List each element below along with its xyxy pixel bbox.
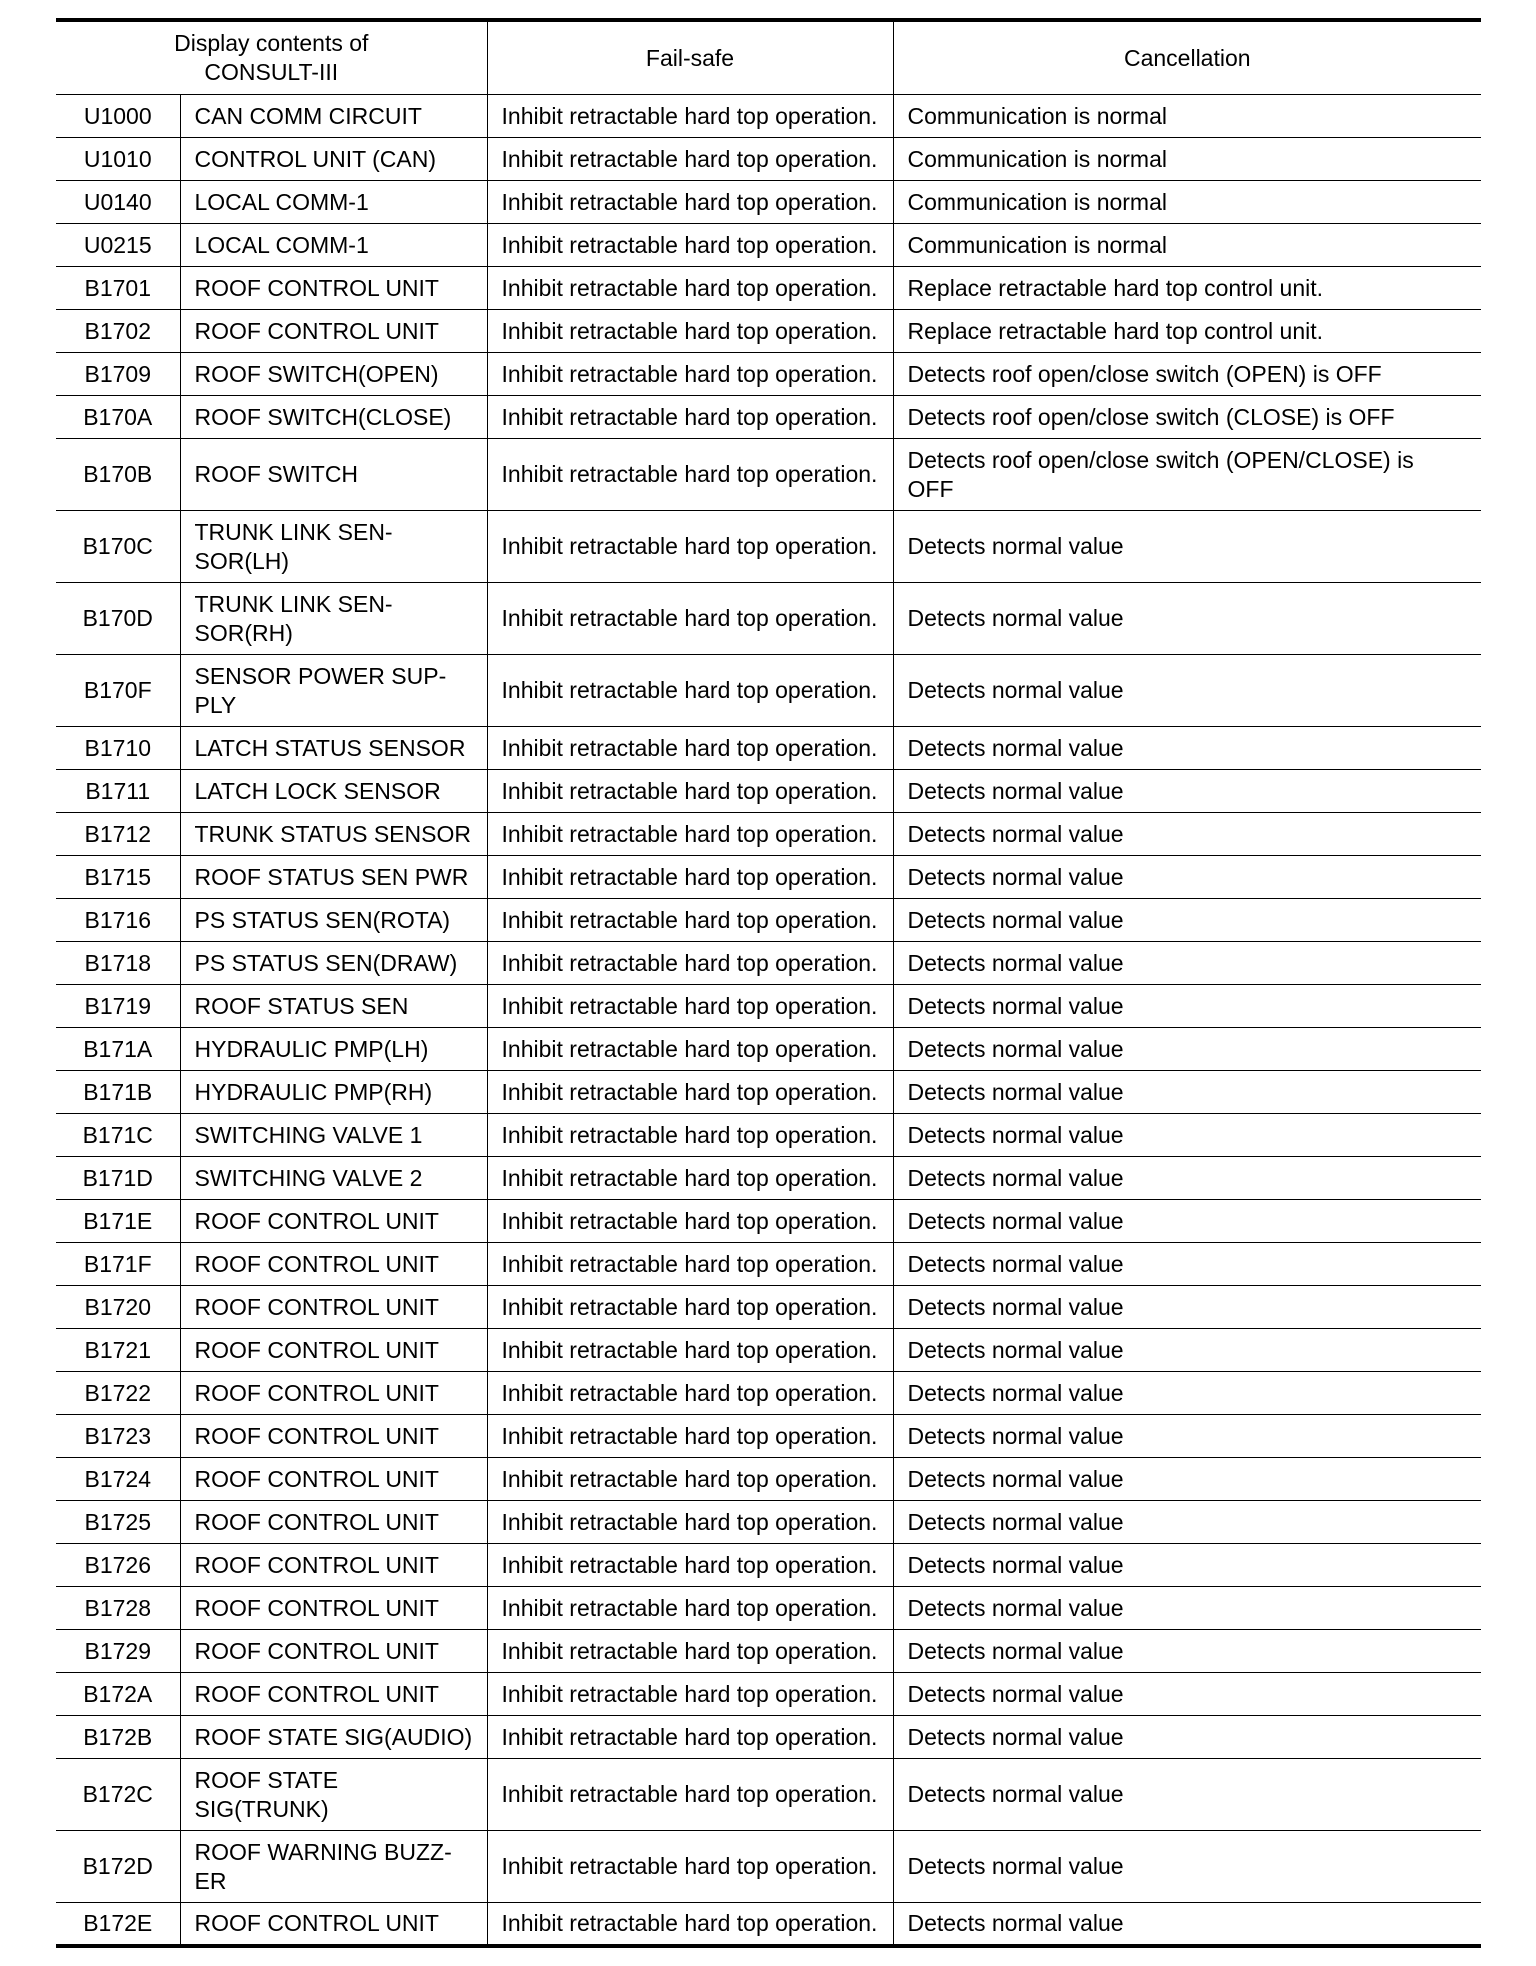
dtc-code: B1721: [56, 1329, 180, 1372]
display-name-line: ROOF WARNING BUZZ-: [194, 1838, 452, 1865]
failsafe-table: [56, 18, 1481, 1948]
cancellation-line: Detects normal value: [907, 949, 1124, 976]
display-name: [180, 985, 487, 1028]
failsafe-action: Inhibit retractable hard top operation.: [487, 1415, 893, 1458]
display-name: [180, 1200, 487, 1243]
table-row: [56, 138, 1481, 181]
display-name-line: ROOF CONTROL UNIT: [194, 1909, 439, 1936]
display-name-line: HYDRAULIC PMP(LH): [194, 1035, 429, 1062]
dtc-code: B1726: [56, 1544, 180, 1587]
table-row: [56, 1544, 1481, 1587]
failsafe-action: Inhibit retractable hard top operation.: [487, 1716, 893, 1759]
cancellation-line: Detects normal value: [907, 1293, 1124, 1320]
cancellation-condition: [893, 813, 1481, 856]
cancellation-condition: [893, 1157, 1481, 1200]
table-row: [56, 511, 1481, 583]
dtc-code: B1702: [56, 310, 180, 353]
table-body: [56, 95, 1481, 1946]
failsafe-action: Inhibit retractable hard top operation.: [487, 1759, 893, 1831]
header-display-contents: [56, 20, 487, 95]
dtc-code: B1711: [56, 770, 180, 813]
display-name: [180, 1501, 487, 1544]
table-row: [56, 310, 1481, 353]
display-name-line: HYDRAULIC PMP(RH): [194, 1078, 433, 1105]
cancellation-condition: [893, 899, 1481, 942]
display-name: [180, 1415, 487, 1458]
cancellation-condition: [893, 583, 1481, 655]
dtc-code: B1716: [56, 899, 180, 942]
table-row: [56, 813, 1481, 856]
table-row: [56, 1458, 1481, 1501]
dtc-code: B1728: [56, 1587, 180, 1630]
display-name: [180, 655, 487, 727]
dtc-code: B170F: [56, 655, 180, 727]
display-name-line: ROOF CONTROL UNIT: [194, 317, 439, 344]
display-name: [180, 1071, 487, 1114]
display-name-line: ROOF CONTROL UNIT: [194, 274, 439, 301]
failsafe-action: Inhibit retractable hard top operation.: [487, 1630, 893, 1673]
cancellation-condition: [893, 1028, 1481, 1071]
header-row: [56, 20, 1481, 95]
table-row: [56, 1114, 1481, 1157]
cancellation-condition: [893, 1831, 1481, 1903]
table-row: [56, 1372, 1481, 1415]
failsafe-action: Inhibit retractable hard top operation.: [487, 439, 893, 511]
cancellation-condition: [893, 181, 1481, 224]
dtc-code: B170A: [56, 396, 180, 439]
cancellation-line: OFF: [907, 475, 954, 502]
failsafe-action: Inhibit retractable hard top operation.: [487, 942, 893, 985]
cancellation-condition: [893, 1200, 1481, 1243]
failsafe-action: Inhibit retractable hard top operation.: [487, 899, 893, 942]
display-name-line: SIG(TRUNK): [194, 1795, 329, 1822]
dtc-code: B171F: [56, 1243, 180, 1286]
display-name: [180, 1673, 487, 1716]
failsafe-action: Inhibit retractable hard top operation.: [487, 1286, 893, 1329]
display-name-line: LOCAL COMM-1: [194, 188, 369, 215]
cancellation-line: Detects normal value: [907, 1121, 1124, 1148]
failsafe-action: Inhibit retractable hard top operation.: [487, 1501, 893, 1544]
dtc-code: B172A: [56, 1673, 180, 1716]
table-row: [56, 655, 1481, 727]
dtc-code: B1718: [56, 942, 180, 985]
cancellation-condition: [893, 1759, 1481, 1831]
display-name: [180, 439, 487, 511]
cancellation-condition: [893, 353, 1481, 396]
dtc-code: B171E: [56, 1200, 180, 1243]
cancellation-line: Communication is normal: [907, 231, 1167, 258]
cancellation-condition: [893, 1544, 1481, 1587]
cancellation-condition: [893, 224, 1481, 267]
display-name-line: PS STATUS SEN(DRAW): [194, 949, 458, 976]
table-row: [56, 1157, 1481, 1200]
display-name: [180, 1243, 487, 1286]
table-row: [56, 1716, 1481, 1759]
display-name: [180, 1831, 487, 1903]
failsafe-action: Inhibit retractable hard top operation.: [487, 1200, 893, 1243]
display-name-line: SWITCHING VALVE 2: [194, 1164, 423, 1191]
display-name: [180, 813, 487, 856]
failsafe-action: Inhibit retractable hard top operation.: [487, 583, 893, 655]
failsafe-action: Inhibit retractable hard top operation.: [487, 1114, 893, 1157]
display-name-line: ROOF CONTROL UNIT: [194, 1250, 439, 1277]
failsafe-action: Inhibit retractable hard top operation.: [487, 511, 893, 583]
cancellation-line: Detects normal value: [907, 906, 1124, 933]
dtc-code: B1720: [56, 1286, 180, 1329]
table-row: [56, 95, 1481, 138]
display-name-line: ROOF SWITCH(CLOSE): [194, 403, 452, 430]
failsafe-action: Inhibit retractable hard top operation.: [487, 856, 893, 899]
cancellation-condition: [893, 727, 1481, 770]
display-name-line: CAN COMM CIRCUIT: [194, 102, 422, 129]
failsafe-action: Inhibit retractable hard top operation.: [487, 1544, 893, 1587]
cancellation-condition: [893, 1329, 1481, 1372]
display-name-line: SOR(LH): [194, 547, 290, 574]
cancellation-line: Detects roof open/close switch (OPEN/CLOSE) is: [907, 446, 1414, 473]
failsafe-action: Inhibit retractable hard top operation.: [487, 655, 893, 727]
display-name-line: ROOF STATE: [194, 1766, 339, 1793]
dtc-code: B172C: [56, 1759, 180, 1831]
display-name-line: SOR(RH): [194, 619, 293, 646]
display-name: [180, 1372, 487, 1415]
cancellation-condition: [893, 770, 1481, 813]
display-name-line: ROOF CONTROL UNIT: [194, 1551, 439, 1578]
cancellation-line: Detects normal value: [907, 777, 1124, 804]
cancellation-line: Communication is normal: [907, 102, 1167, 129]
failsafe-action: Inhibit retractable hard top operation.: [487, 1071, 893, 1114]
dtc-code: B1724: [56, 1458, 180, 1501]
cancellation-line: Detects normal value: [907, 863, 1124, 890]
table-row: [56, 727, 1481, 770]
failsafe-action: Inhibit retractable hard top operation.: [487, 181, 893, 224]
cancellation-condition: [893, 1501, 1481, 1544]
cancellation-line: Detects normal value: [907, 992, 1124, 1019]
dtc-code: B170D: [56, 583, 180, 655]
table-row: [56, 1286, 1481, 1329]
cancellation-line: Detects normal value: [907, 1781, 1124, 1807]
failsafe-action: Inhibit retractable hard top operation.: [487, 1458, 893, 1501]
table-row: [56, 1903, 1481, 1946]
cancellation-condition: [893, 1372, 1481, 1415]
dtc-code: B1719: [56, 985, 180, 1028]
display-name: [180, 511, 487, 583]
cancellation-line: Replace retractable hard top control unit.: [907, 274, 1324, 301]
display-name-line: ROOF CONTROL UNIT: [194, 1594, 439, 1621]
cancellation-line: Detects normal value: [907, 1508, 1124, 1535]
table-row: [56, 1831, 1481, 1903]
cancellation-line: Detects normal value: [907, 1680, 1124, 1707]
display-name-line: ROOF CONTROL UNIT: [194, 1207, 439, 1234]
dtc-code: U0140: [56, 181, 180, 224]
display-name-line: ROOF CONTROL UNIT: [194, 1637, 439, 1664]
display-name: [180, 583, 487, 655]
cancellation-condition: [893, 1114, 1481, 1157]
display-name: [180, 1630, 487, 1673]
display-name-line: ROOF SWITCH: [194, 461, 359, 487]
dtc-code: B171D: [56, 1157, 180, 1200]
display-name: [180, 1716, 487, 1759]
table-row: [56, 224, 1481, 267]
cancellation-line: Detects normal value: [907, 1853, 1124, 1879]
table-row: [56, 1200, 1481, 1243]
cancellation-line: Communication is normal: [907, 145, 1167, 172]
header-cancellation: Cancellation: [893, 20, 1481, 95]
table-row: [56, 1630, 1481, 1673]
display-name: [180, 856, 487, 899]
cancellation-line: Detects normal value: [907, 820, 1124, 847]
dtc-code: B171B: [56, 1071, 180, 1114]
table-row: [56, 583, 1481, 655]
cancellation-line: Detects normal value: [907, 1637, 1124, 1664]
failsafe-action: Inhibit retractable hard top operation.: [487, 1673, 893, 1716]
failsafe-action: Inhibit retractable hard top operation.: [487, 813, 893, 856]
display-name: [180, 353, 487, 396]
cancellation-condition: [893, 856, 1481, 899]
cancellation-condition: [893, 267, 1481, 310]
failsafe-action: Inhibit retractable hard top operation.: [487, 1157, 893, 1200]
display-name-line: ROOF STATUS SEN PWR: [194, 863, 469, 890]
display-name: [180, 1759, 487, 1831]
dtc-code: B1712: [56, 813, 180, 856]
display-name: [180, 942, 487, 985]
display-name-line: TRUNK LINK SEN-: [194, 518, 393, 545]
display-name: [180, 1903, 487, 1946]
table-row: [56, 353, 1481, 396]
failsafe-action: Inhibit retractable hard top operation.: [487, 138, 893, 181]
display-name-line: ROOF STATUS SEN: [194, 992, 409, 1019]
display-name-line: LATCH LOCK SENSOR: [194, 777, 441, 804]
cancellation-condition: [893, 1458, 1481, 1501]
display-name: [180, 770, 487, 813]
failsafe-action: Inhibit retractable hard top operation.: [487, 95, 893, 138]
display-name: [180, 1028, 487, 1071]
failsafe-action: Inhibit retractable hard top operation.: [487, 1903, 893, 1946]
cancellation-line: Detects normal value: [907, 734, 1124, 761]
display-name: [180, 95, 487, 138]
failsafe-action: Inhibit retractable hard top operation.: [487, 1587, 893, 1630]
table-row: [56, 1501, 1481, 1544]
dtc-code: B1715: [56, 856, 180, 899]
failsafe-action: Inhibit retractable hard top operation.: [487, 224, 893, 267]
cancellation-line: Detects normal value: [907, 1250, 1124, 1277]
table-row: [56, 942, 1481, 985]
cancellation-condition: [893, 439, 1481, 511]
cancellation-line: Detects normal value: [907, 1909, 1124, 1936]
dtc-code: B172B: [56, 1716, 180, 1759]
display-name-line: TRUNK STATUS SENSOR: [194, 820, 471, 847]
table-row: [56, 439, 1481, 511]
cancellation-line: Detects normal value: [907, 605, 1124, 631]
cancellation-condition: [893, 985, 1481, 1028]
cancellation-condition: [893, 1716, 1481, 1759]
cancellation-line: Detects normal value: [907, 533, 1124, 559]
display-name-line: ROOF SWITCH(OPEN): [194, 360, 439, 387]
display-name-line: PS STATUS SEN(ROTA): [194, 906, 451, 933]
dtc-code: U0215: [56, 224, 180, 267]
display-name-line: ROOF CONTROL UNIT: [194, 1680, 439, 1707]
cancellation-line: Detects normal value: [907, 1035, 1124, 1062]
dtc-code: B1709: [56, 353, 180, 396]
cancellation-line: Detects normal value: [907, 1078, 1124, 1105]
dtc-code: B1701: [56, 267, 180, 310]
display-name-line: ROOF CONTROL UNIT: [194, 1336, 439, 1363]
cancellation-line: Detects roof open/close switch (OPEN) is OFF: [907, 360, 1382, 387]
display-name-line: ROOF CONTROL UNIT: [194, 1293, 439, 1320]
display-name: [180, 1286, 487, 1329]
cancellation-line: Detects normal value: [907, 1164, 1124, 1191]
display-name-line: ROOF CONTROL UNIT: [194, 1508, 439, 1535]
dtc-code: U1000: [56, 95, 180, 138]
cancellation-condition: [893, 396, 1481, 439]
cancellation-condition: [893, 1071, 1481, 1114]
table-row: [56, 1329, 1481, 1372]
display-name-line: SWITCHING VALVE 1: [194, 1121, 423, 1148]
display-name: [180, 396, 487, 439]
cancellation-line: Detects normal value: [907, 1379, 1124, 1406]
dtc-code: B170B: [56, 439, 180, 511]
failsafe-action: Inhibit retractable hard top operation.: [487, 1243, 893, 1286]
table-row: [56, 899, 1481, 942]
dtc-code: B1729: [56, 1630, 180, 1673]
display-name: [180, 1458, 487, 1501]
cancellation-condition: [893, 1243, 1481, 1286]
table-row: [56, 1587, 1481, 1630]
table-header: [56, 20, 1481, 95]
cancellation-line: Detects normal value: [907, 1207, 1124, 1234]
table-row: [56, 396, 1481, 439]
cancellation-condition: [893, 138, 1481, 181]
dtc-code: B1725: [56, 1501, 180, 1544]
table-row: [56, 1243, 1481, 1286]
display-name-line: LOCAL COMM-1: [194, 231, 369, 258]
display-name-line: ER: [194, 1867, 227, 1894]
cancellation-condition: [893, 1673, 1481, 1716]
display-name: [180, 727, 487, 770]
dtc-code: B170C: [56, 511, 180, 583]
cancellation-condition: [893, 1415, 1481, 1458]
cancellation-line: Communication is normal: [907, 188, 1167, 215]
display-name: [180, 1114, 487, 1157]
dtc-code: B172D: [56, 1831, 180, 1903]
display-name: [180, 1157, 487, 1200]
cancellation-line: Detects normal value: [907, 1465, 1124, 1492]
cancellation-condition: [893, 1286, 1481, 1329]
display-name-line: ROOF STATE SIG(AUDIO): [194, 1723, 473, 1750]
cancellation-line: Detects normal value: [907, 1422, 1124, 1449]
header-display-line2: CONSULT-III: [204, 59, 339, 85]
dtc-code: B172E: [56, 1903, 180, 1946]
display-name: [180, 1329, 487, 1372]
table-row: [56, 1673, 1481, 1716]
failsafe-action: Inhibit retractable hard top operation.: [487, 353, 893, 396]
dtc-code: U1010: [56, 138, 180, 181]
dtc-code: B1722: [56, 1372, 180, 1415]
display-name-line: LATCH STATUS SENSOR: [194, 734, 466, 761]
table-row: [56, 985, 1481, 1028]
table-row: [56, 856, 1481, 899]
cancellation-condition: [893, 1587, 1481, 1630]
display-name-line: ROOF CONTROL UNIT: [194, 1422, 439, 1449]
table-row: [56, 1071, 1481, 1114]
failsafe-action: Inhibit retractable hard top operation.: [487, 1372, 893, 1415]
failsafe-action: Inhibit retractable hard top operation.: [487, 770, 893, 813]
display-name: [180, 899, 487, 942]
failsafe-action: Inhibit retractable hard top operation.: [487, 310, 893, 353]
table-row: [56, 1759, 1481, 1831]
failsafe-action: Inhibit retractable hard top operation.: [487, 396, 893, 439]
failsafe-action: Inhibit retractable hard top operation.: [487, 1831, 893, 1903]
table-row: [56, 267, 1481, 310]
dtc-code: B1710: [56, 727, 180, 770]
cancellation-line: Detects normal value: [907, 1551, 1124, 1578]
dtc-code: B171C: [56, 1114, 180, 1157]
cancellation-line: Detects normal value: [907, 677, 1124, 703]
cancellation-condition: [893, 1903, 1481, 1946]
failsafe-action: Inhibit retractable hard top operation.: [487, 267, 893, 310]
cancellation-condition: [893, 655, 1481, 727]
cancellation-line: Detects normal value: [907, 1336, 1124, 1363]
failsafe-action: Inhibit retractable hard top operation.: [487, 1028, 893, 1071]
display-name-line: SENSOR POWER SUP-: [194, 662, 447, 689]
display-name-line: ROOF CONTROL UNIT: [194, 1379, 439, 1406]
table-row: [56, 1415, 1481, 1458]
cancellation-line: Detects roof open/close switch (CLOSE) is OFF: [907, 403, 1395, 430]
header-failsafe: Fail-safe: [487, 20, 893, 95]
display-name-line: CONTROL UNIT (CAN): [194, 145, 436, 172]
header-display-line1: Display contents of: [174, 30, 369, 56]
display-name: [180, 1587, 487, 1630]
display-name: [180, 310, 487, 353]
cancellation-condition: [893, 310, 1481, 353]
table-row: [56, 770, 1481, 813]
dtc-code: B1723: [56, 1415, 180, 1458]
display-name: [180, 224, 487, 267]
cancellation-line: Detects normal value: [907, 1594, 1124, 1621]
display-name: [180, 138, 487, 181]
display-name: [180, 267, 487, 310]
display-name-line: ROOF CONTROL UNIT: [194, 1465, 439, 1492]
failsafe-action: Inhibit retractable hard top operation.: [487, 985, 893, 1028]
display-name-line: PLY: [194, 691, 237, 718]
cancellation-condition: [893, 511, 1481, 583]
table-row: [56, 181, 1481, 224]
failsafe-action: Inhibit retractable hard top operation.: [487, 1329, 893, 1372]
cancellation-condition: [893, 95, 1481, 138]
display-name: [180, 1544, 487, 1587]
failsafe-action: Inhibit retractable hard top operation.: [487, 727, 893, 770]
table-row: [56, 1028, 1481, 1071]
display-name: [180, 181, 487, 224]
display-name-line: TRUNK LINK SEN-: [194, 590, 393, 617]
cancellation-line: Detects normal value: [907, 1723, 1124, 1750]
cancellation-condition: [893, 942, 1481, 985]
dtc-code: B171A: [56, 1028, 180, 1071]
cancellation-line: Replace retractable hard top control unit.: [907, 317, 1324, 344]
cancellation-condition: [893, 1630, 1481, 1673]
